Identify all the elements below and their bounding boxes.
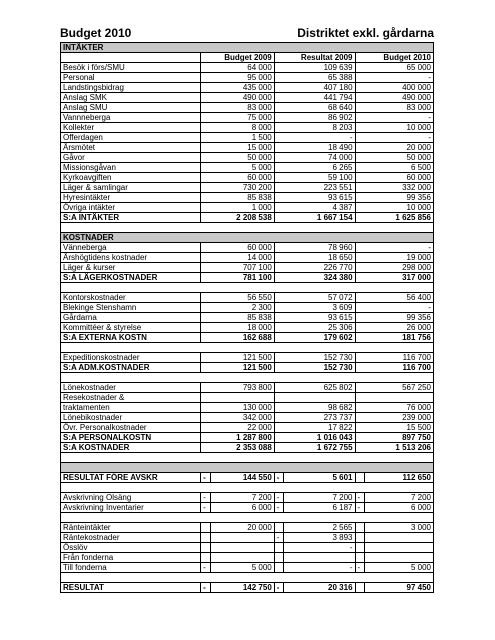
value-resultat-2009: 226 770 bbox=[274, 263, 355, 273]
value-budget-2010: 10 000 bbox=[355, 203, 433, 213]
value-budget-2010: 76 000 bbox=[355, 403, 433, 413]
table-row bbox=[61, 393, 434, 403]
value-budget-2009: 20 000 bbox=[210, 523, 274, 533]
value-budget-2009: 781 100 bbox=[201, 273, 275, 283]
value-budget-2010: 5 000 bbox=[365, 563, 434, 573]
sign-resultat-2009 bbox=[274, 553, 284, 563]
value-budget-2009: 5 000 bbox=[210, 563, 274, 573]
column-header: Budget 2009 bbox=[201, 53, 275, 63]
table-row bbox=[61, 173, 434, 183]
table-row bbox=[61, 193, 434, 203]
section-header: KOSTNADER bbox=[61, 233, 434, 243]
sign-budget-2009: - bbox=[201, 473, 211, 483]
value-budget-2009: 707 100 bbox=[201, 263, 275, 273]
value-budget-2009: 121 500 bbox=[201, 353, 275, 363]
value-budget-2010: 112 650 bbox=[365, 473, 434, 483]
value-resultat-2009: 93 615 bbox=[274, 313, 355, 323]
value-budget-2009: 7 200 bbox=[210, 493, 274, 503]
value-budget-2009: 793 800 bbox=[201, 383, 275, 393]
table-row bbox=[61, 503, 434, 513]
value-resultat-2009 bbox=[274, 393, 355, 403]
sign-resultat-2009 bbox=[274, 543, 284, 553]
table-row bbox=[61, 183, 434, 193]
value-budget-2009: 490 000 bbox=[201, 93, 275, 103]
spacer-cell bbox=[61, 483, 434, 493]
table-row bbox=[61, 403, 434, 413]
value-budget-2010: 1 625 856 bbox=[355, 213, 433, 223]
row-label: Missionsgåvan bbox=[61, 163, 201, 173]
row-label: Landstingsbidrag bbox=[61, 83, 201, 93]
spacer-cell bbox=[61, 513, 434, 523]
spacer-cell bbox=[61, 283, 434, 293]
sign-resultat-2009: - bbox=[274, 533, 284, 543]
row-label: Avskrivning Inventarier bbox=[61, 503, 201, 513]
column-header: Budget 2010 bbox=[355, 53, 433, 63]
row-label: Gåvor bbox=[61, 153, 201, 163]
sign-resultat-2009 bbox=[274, 523, 284, 533]
row-label: Övr. Personalkostnader bbox=[61, 423, 201, 433]
spacer-row bbox=[61, 513, 434, 523]
table-row bbox=[61, 163, 434, 173]
table-row bbox=[61, 353, 434, 363]
value-resultat-2009: 273 737 bbox=[274, 413, 355, 423]
row-label: RESULTAT FÖRE AVSKR bbox=[61, 473, 201, 483]
value-resultat-2009: 152 730 bbox=[274, 363, 355, 373]
row-label: Expeditionskostnader bbox=[61, 353, 201, 363]
row-label: Besök i förs/SMU bbox=[61, 63, 201, 73]
table-row bbox=[61, 313, 434, 323]
value-resultat-2009: 3 609 bbox=[274, 303, 355, 313]
row-label: Läger & kurser bbox=[61, 263, 201, 273]
value-resultat-2009: 18 650 bbox=[274, 253, 355, 263]
value-resultat-2009: 223 551 bbox=[274, 183, 355, 193]
value-budget-2010: 3 000 bbox=[365, 523, 434, 533]
table-row bbox=[61, 563, 434, 573]
value-budget-2010: 7 200 bbox=[365, 493, 434, 503]
budget-table bbox=[60, 42, 434, 593]
row-label: S:A INTÄKTER bbox=[61, 213, 201, 223]
spacer-cell bbox=[61, 453, 434, 463]
table-row bbox=[61, 73, 434, 83]
spacer-row bbox=[61, 373, 434, 383]
value-budget-2009: 730 200 bbox=[201, 183, 275, 193]
value-resultat-2009: 1 672 755 bbox=[274, 443, 355, 453]
value-resultat-2009: 74 000 bbox=[274, 153, 355, 163]
value-budget-2010: 239 000 bbox=[355, 413, 433, 423]
value-budget-2010: - bbox=[355, 113, 433, 123]
value-budget-2010: - bbox=[355, 73, 433, 83]
spacer-row bbox=[61, 343, 434, 353]
sign-resultat-2009: - bbox=[274, 473, 284, 483]
table-row bbox=[61, 423, 434, 433]
value-budget-2009: 83 000 bbox=[201, 103, 275, 113]
value-budget-2009: 144 550 bbox=[210, 473, 274, 483]
value-resultat-2009: 78 960 bbox=[274, 243, 355, 253]
spacer-row bbox=[61, 283, 434, 293]
value-budget-2009: 75 000 bbox=[201, 113, 275, 123]
total-row bbox=[61, 363, 434, 373]
value-budget-2009: 95 000 bbox=[201, 73, 275, 83]
row-label: Kollekter bbox=[61, 123, 201, 133]
sign-budget-2010: - bbox=[355, 563, 365, 573]
sign-budget-2009 bbox=[201, 553, 211, 563]
table-row bbox=[61, 323, 434, 333]
value-budget-2010: 50 000 bbox=[355, 153, 433, 163]
table-row bbox=[61, 143, 434, 153]
table-row bbox=[61, 83, 434, 93]
value-budget-2010: - bbox=[355, 133, 433, 143]
row-label: Kyrkoavgiften bbox=[61, 173, 201, 183]
value-resultat-2009: 86 902 bbox=[274, 113, 355, 123]
value-resultat-2009: 407 180 bbox=[274, 83, 355, 93]
row-label: Läger & samlingar bbox=[61, 183, 201, 193]
spacer-cell bbox=[61, 343, 434, 353]
row-label: Lönebikostnader bbox=[61, 413, 201, 423]
value-budget-2009 bbox=[210, 553, 274, 563]
row-label: Vänneberga bbox=[61, 243, 201, 253]
row-label: RESULTAT bbox=[61, 583, 201, 593]
table-row bbox=[61, 263, 434, 273]
row-label: Resekostnader & bbox=[61, 393, 201, 403]
value-budget-2010: 6 000 bbox=[365, 503, 434, 513]
value-budget-2009: 56 550 bbox=[201, 293, 275, 303]
resultat-row bbox=[61, 583, 434, 593]
spacer-row bbox=[61, 573, 434, 583]
value-budget-2010: - bbox=[355, 303, 433, 313]
value-resultat-2009: 109 639 bbox=[274, 63, 355, 73]
value-budget-2010: 20 000 bbox=[355, 143, 433, 153]
row-label: Hyresintäkter bbox=[61, 193, 201, 203]
sign-budget-2009 bbox=[201, 523, 211, 533]
table-row bbox=[61, 123, 434, 133]
value-budget-2009: 435 000 bbox=[201, 83, 275, 93]
row-label: Össlöv bbox=[61, 543, 201, 553]
value-budget-2009: 1 287 800 bbox=[201, 433, 275, 443]
value-budget-2009: 2 353 088 bbox=[201, 443, 275, 453]
row-label: Lönekostnader bbox=[61, 383, 201, 393]
spacer-cell bbox=[61, 463, 434, 473]
total-row bbox=[61, 213, 434, 223]
spacer-row bbox=[61, 483, 434, 493]
spacer-cell bbox=[61, 373, 434, 383]
sign-resultat-2009: - bbox=[274, 493, 284, 503]
intakter-header bbox=[61, 43, 434, 53]
value-budget-2010: 19 000 bbox=[355, 253, 433, 263]
value-budget-2010: 6 500 bbox=[355, 163, 433, 173]
value-budget-2010: 332 000 bbox=[355, 183, 433, 193]
sign-resultat-2009: - bbox=[274, 583, 284, 593]
spacer-row bbox=[61, 223, 434, 233]
value-resultat-2009: - bbox=[284, 543, 355, 553]
value-budget-2010: 317 000 bbox=[355, 273, 433, 283]
row-label: Från fonderna bbox=[61, 553, 201, 563]
spacer-cell bbox=[61, 573, 434, 583]
section-header: INTÄKTER bbox=[61, 43, 434, 53]
row-label: Årshögtidens kostnader bbox=[61, 253, 201, 263]
table-row bbox=[61, 63, 434, 73]
value-budget-2009: 342 000 bbox=[201, 413, 275, 423]
table-row bbox=[61, 253, 434, 263]
total-row bbox=[61, 333, 434, 343]
value-budget-2009: 15 000 bbox=[201, 143, 275, 153]
sign-budget-2010 bbox=[355, 553, 365, 563]
value-resultat-2009: 25 306 bbox=[274, 323, 355, 333]
value-budget-2010: 298 000 bbox=[355, 263, 433, 273]
row-label: S:A KOSTNADER bbox=[61, 443, 201, 453]
value-budget-2009: 85 838 bbox=[201, 313, 275, 323]
value-budget-2010 bbox=[365, 553, 434, 563]
value-budget-2009 bbox=[201, 393, 275, 403]
column-header-row bbox=[61, 53, 434, 63]
value-budget-2009: 64 000 bbox=[201, 63, 275, 73]
table-row bbox=[61, 153, 434, 163]
sign-budget-2009: - bbox=[201, 563, 211, 573]
value-budget-2009: 22 000 bbox=[201, 423, 275, 433]
value-budget-2010: 60 000 bbox=[355, 173, 433, 183]
sign-budget-2009 bbox=[201, 543, 211, 553]
value-budget-2009: 121 500 bbox=[201, 363, 275, 373]
value-resultat-2009: 5 601 bbox=[284, 473, 355, 483]
total-row bbox=[61, 273, 434, 283]
value-budget-2009: 14 000 bbox=[201, 253, 275, 263]
row-label: Blekinge Stenshamn bbox=[61, 303, 201, 313]
value-resultat-2009: 59 100 bbox=[274, 173, 355, 183]
sign-budget-2010 bbox=[355, 533, 365, 543]
value-budget-2010: 490 000 bbox=[355, 93, 433, 103]
row-label: traktamenten bbox=[61, 403, 201, 413]
value-budget-2009: 60 000 bbox=[201, 173, 275, 183]
value-budget-2009: 6 000 bbox=[210, 503, 274, 513]
column-header bbox=[61, 53, 201, 63]
sign-budget-2009: - bbox=[201, 493, 211, 503]
table-row bbox=[61, 383, 434, 393]
value-resultat-2009: 7 200 bbox=[284, 493, 355, 503]
value-budget-2010: 116 700 bbox=[355, 353, 433, 363]
table-row bbox=[61, 543, 434, 553]
sign-budget-2010: - bbox=[355, 503, 365, 513]
sign-budget-2009: - bbox=[201, 503, 211, 513]
row-label: Anslag SMK bbox=[61, 93, 201, 103]
value-budget-2010: 400 000 bbox=[355, 83, 433, 93]
row-label: Räntekostnader bbox=[61, 533, 201, 543]
value-budget-2010: 1 513 206 bbox=[355, 443, 433, 453]
row-label: Kontorskostnader bbox=[61, 293, 201, 303]
sign-resultat-2009 bbox=[274, 563, 284, 573]
value-budget-2010 bbox=[365, 543, 434, 553]
value-resultat-2009: - bbox=[284, 563, 355, 573]
value-budget-2009: 162 688 bbox=[201, 333, 275, 343]
value-budget-2010: 181 756 bbox=[355, 333, 433, 343]
row-label: Avskrivning Olsäng bbox=[61, 493, 201, 503]
row-label: Årsmötet bbox=[61, 143, 201, 153]
value-resultat-2009: 324 380 bbox=[274, 273, 355, 283]
resultat-fore-row bbox=[61, 473, 434, 483]
value-budget-2009: 2 300 bbox=[201, 303, 275, 313]
row-label: Personal bbox=[61, 73, 201, 83]
document-title bbox=[60, 26, 434, 42]
value-budget-2010: 97 450 bbox=[365, 583, 434, 593]
value-resultat-2009: 6 265 bbox=[274, 163, 355, 173]
table-row bbox=[61, 113, 434, 123]
row-label: Offerdagen bbox=[61, 133, 201, 143]
spacer-cell bbox=[61, 223, 434, 233]
value-resultat-2009: 3 893 bbox=[284, 533, 355, 543]
value-resultat-2009: 6 187 bbox=[284, 503, 355, 513]
value-budget-2009: 5 000 bbox=[201, 163, 275, 173]
row-label: S:A EXTERNA KOSTN bbox=[61, 333, 201, 343]
sign-budget-2009: - bbox=[201, 583, 211, 593]
sign-budget-2010 bbox=[355, 583, 365, 593]
value-budget-2009 bbox=[210, 543, 274, 553]
value-budget-2010 bbox=[355, 393, 433, 403]
value-budget-2010: 99 356 bbox=[355, 193, 433, 203]
table-row bbox=[61, 93, 434, 103]
value-resultat-2009 bbox=[284, 553, 355, 563]
value-budget-2009: 60 000 bbox=[201, 243, 275, 253]
row-label: S:A ADM.KOSTNADER bbox=[61, 363, 201, 373]
table-row bbox=[61, 103, 434, 113]
value-resultat-2009: 98 682 bbox=[274, 403, 355, 413]
value-resultat-2009: 179 602 bbox=[274, 333, 355, 343]
table-row bbox=[61, 533, 434, 543]
value-budget-2010: - bbox=[355, 243, 433, 253]
value-budget-2009: 142 750 bbox=[210, 583, 274, 593]
value-budget-2010: 56 400 bbox=[355, 293, 433, 303]
sign-budget-2010 bbox=[355, 523, 365, 533]
value-budget-2010: 65 000 bbox=[355, 63, 433, 73]
value-budget-2010: 10 000 bbox=[355, 123, 433, 133]
table-row bbox=[61, 243, 434, 253]
row-label: Vannneberga bbox=[61, 113, 201, 123]
total-row bbox=[61, 433, 434, 443]
value-budget-2010: 897 750 bbox=[355, 433, 433, 443]
value-resultat-2009: 2 565 bbox=[284, 523, 355, 533]
value-budget-2010: 567 250 bbox=[355, 383, 433, 393]
value-resultat-2009: - bbox=[274, 133, 355, 143]
table-row bbox=[61, 293, 434, 303]
value-budget-2009: 8 000 bbox=[201, 123, 275, 133]
value-resultat-2009: 57 072 bbox=[274, 293, 355, 303]
value-budget-2009: 1 500 bbox=[201, 133, 275, 143]
title-right: Distriktet exkl. gårdarna bbox=[297, 26, 434, 40]
sign-budget-2010: - bbox=[355, 493, 365, 503]
row-label: Till fonderna bbox=[61, 563, 201, 573]
value-resultat-2009: 65 388 bbox=[274, 73, 355, 83]
value-budget-2009: 85 838 bbox=[201, 193, 275, 203]
value-budget-2010: 116 700 bbox=[355, 363, 433, 373]
value-budget-2010 bbox=[365, 533, 434, 543]
table-row bbox=[61, 553, 434, 563]
value-resultat-2009: 93 615 bbox=[274, 193, 355, 203]
row-label: Ränteintäkter bbox=[61, 523, 201, 533]
value-budget-2009: 50 000 bbox=[201, 153, 275, 163]
table-row bbox=[61, 203, 434, 213]
value-resultat-2009: 17 822 bbox=[274, 423, 355, 433]
row-label: Övriga intäkter bbox=[61, 203, 201, 213]
value-resultat-2009: 441 794 bbox=[274, 93, 355, 103]
sign-resultat-2009: - bbox=[274, 503, 284, 513]
spacer-row bbox=[61, 453, 434, 463]
table-row bbox=[61, 523, 434, 533]
title-left: Budget 2010 bbox=[60, 26, 132, 40]
row-label: S:A LÄGERKOSTNADER bbox=[61, 273, 201, 283]
value-resultat-2009: 20 316 bbox=[284, 583, 355, 593]
value-budget-2010: 15 500 bbox=[355, 423, 433, 433]
value-resultat-2009: 625 802 bbox=[274, 383, 355, 393]
sign-budget-2010 bbox=[355, 543, 365, 553]
value-resultat-2009: 1 667 154 bbox=[274, 213, 355, 223]
value-budget-2010: 26 000 bbox=[355, 323, 433, 333]
value-budget-2009 bbox=[210, 533, 274, 543]
table-row bbox=[61, 413, 434, 423]
value-resultat-2009: 152 730 bbox=[274, 353, 355, 363]
value-resultat-2009: 4 387 bbox=[274, 203, 355, 213]
value-budget-2009: 130 000 bbox=[201, 403, 275, 413]
sign-budget-2009 bbox=[201, 533, 211, 543]
total-row bbox=[61, 443, 434, 453]
row-label: Gårdarna bbox=[61, 313, 201, 323]
value-budget-2010: 99 356 bbox=[355, 313, 433, 323]
kostnader-header bbox=[61, 233, 434, 243]
table-row bbox=[61, 303, 434, 313]
table-row bbox=[61, 493, 434, 503]
value-resultat-2009: 68 640 bbox=[274, 103, 355, 113]
sign-budget-2010 bbox=[355, 473, 365, 483]
value-budget-2009: 1 000 bbox=[201, 203, 275, 213]
value-resultat-2009: 8 203 bbox=[274, 123, 355, 133]
column-header: Resultat 2009 bbox=[274, 53, 355, 63]
value-resultat-2009: 18 490 bbox=[274, 143, 355, 153]
value-budget-2009: 18 000 bbox=[201, 323, 275, 333]
value-budget-2009: 2 208 538 bbox=[201, 213, 275, 223]
row-label: S:A PERSONALKOSTN bbox=[61, 433, 201, 443]
spacer-row bbox=[61, 463, 434, 473]
value-resultat-2009: 1 016 043 bbox=[274, 433, 355, 443]
row-label: Kommittéer & styrelse bbox=[61, 323, 201, 333]
row-label: Anslag SMU bbox=[61, 103, 201, 113]
table-row bbox=[61, 133, 434, 143]
value-budget-2010: 83 000 bbox=[355, 103, 433, 113]
